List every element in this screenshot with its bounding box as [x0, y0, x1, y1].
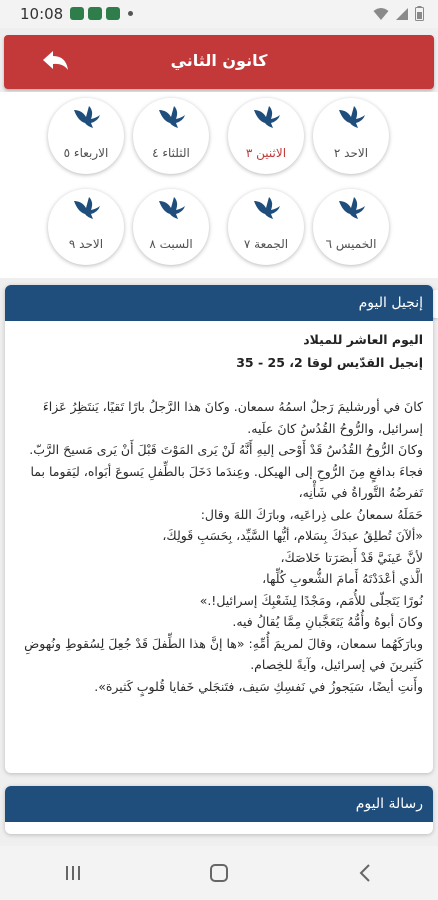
dove-icon [157, 104, 187, 130]
dove-icon [72, 195, 102, 221]
day-button-sun-9[interactable] [48, 189, 124, 265]
gospel-line: وبارَكَهُما سمعان، وقالَ لمريمَ أُمِّهِ: «ها إنَّ هذا الطِّفلَ قَدْ جُعِلَ لِسُقوطِ ونُهوضِ كَثيرينَ في إسرائيل، وآيةً للخِصام. [24, 635, 423, 672]
gospel-line: حَمَلَهُ سمعانُ على ذِراعَيه، وبارَكَ اللهَ وقال: [200, 506, 423, 522]
message-icon [88, 7, 102, 20]
notification-icons [70, 7, 133, 20]
dove-icon [337, 104, 367, 130]
status-bar [0, 0, 438, 28]
gospel-line: فجاءَ بدافعٍ مِنَ الرُّوحِ إلى الهيكل. وعِندَما دَخَلَ بالطِّفلِ يَسوعَ أبَواه، ليَقوما بما تَفرضُهُ التَّوراةُ في شَأْنِه، [30, 463, 423, 500]
month-header [4, 35, 434, 89]
gospel-line: وأَنتِ أيضًا، سَيَجوزُ في نَفسِكِ سَيف، فتَنجَلي خَفايا قُلوبٍ كَثيرة». [94, 678, 423, 694]
day-button-thu-6[interactable] [313, 189, 389, 265]
recents-icon [64, 864, 82, 882]
day-button-fri-7[interactable] [228, 189, 304, 265]
signal-icon [395, 7, 409, 21]
day-label: الثلثاء ٤ [152, 146, 190, 160]
day-label: الخميس ٦ [325, 237, 377, 251]
nav-back-icon [358, 863, 372, 883]
home-button[interactable] [199, 853, 239, 893]
page-title: كانون الثاني [170, 51, 268, 70]
epistle-card [5, 786, 433, 834]
system-nav-bar [0, 846, 438, 900]
dove-icon [337, 195, 367, 221]
gospel-card-title: إنجيل اليوم [5, 285, 433, 321]
days-selector [0, 92, 438, 278]
gospel-line: لأنَّ عَينَيَّ قَدْ أَبصَرَتا خَلاصَكَ، [280, 549, 423, 565]
epistle-card-title: رسالة اليوم [5, 786, 433, 822]
dove-icon [252, 195, 282, 221]
dove-icon [157, 195, 187, 221]
day-button-wed-5[interactable] [48, 98, 124, 174]
gospel-reference: إنجيل القدّيس لوقا 2، 25 - 35 [236, 355, 423, 370]
gospel-line: «ألآنَ تُطلِقُ عبدَكَ بِسَلام، أيُّها السَّيِّد، بِحَسَبِ قَولِكَ، [162, 528, 423, 543]
gospel-card [5, 285, 433, 773]
gospel-day-name: اليوم العاشر للميلاد [303, 332, 423, 347]
status-time: 10:08 [20, 5, 64, 23]
dove-icon [72, 104, 102, 130]
gospel-body [5, 321, 433, 707]
day-button-sun-2[interactable] [313, 98, 389, 174]
system-icons [373, 6, 424, 21]
more-notifications-icon [128, 11, 133, 16]
dove-icon [252, 104, 282, 130]
app-icon [106, 7, 120, 20]
gospel-text [15, 396, 423, 697]
recents-button[interactable] [53, 853, 93, 893]
day-label: الاثنين ٣ [245, 146, 287, 160]
chat-icon [70, 7, 84, 20]
day-label: الاربعاء ٥ [63, 146, 109, 160]
home-icon [209, 863, 229, 883]
gospel-line: وكانَ الرُّوحُ القُدُسُ قَدْ أَوْحى إليهِ أَنَّهُ لَنْ يَرى المَوْتَ قَبْلَ أَنْ يَرى مَسيحَ الرَّبّ. [29, 442, 423, 457]
nav-back-button[interactable] [345, 853, 385, 893]
day-button-tue-4[interactable] [133, 98, 209, 174]
day-label: الجمعة ٧ [243, 237, 289, 251]
day-label: الاحد ٩ [68, 237, 104, 251]
battery-icon [415, 6, 424, 21]
day-button-mon-3[interactable] [228, 98, 304, 174]
wifi-icon [373, 7, 389, 21]
gospel-line: نُورًا يَتَجلّى للأُمَم، ومَجْدًا لِشَعْبِكَ إسرائيل!.» [199, 592, 423, 608]
gospel-line: وكانَ أبوهُ وأُمُّهُ يَتَعَجَّبانِ مِمَّا يُقالُ فيه. [232, 614, 423, 629]
day-label: السبت ٨ [149, 237, 193, 251]
day-label: الاحد ٢ [333, 146, 369, 160]
day-button-sat-8[interactable] [133, 189, 209, 265]
gospel-line: كانَ في أورشليمَ رَجلٌ اسمُهُ سمعان. وكانَ هذا الرَّجلُ بارًا تَقيًا، يَنتَظِرُ عَزاءَ إسرائيل، والرُّوحُ القُدُسُ كانَ علَيه. [42, 399, 423, 436]
gospel-line: الَّذي أعْدَدْتَهُ أَمامَ الشُّعوبِ كُلِّها، [262, 571, 423, 586]
